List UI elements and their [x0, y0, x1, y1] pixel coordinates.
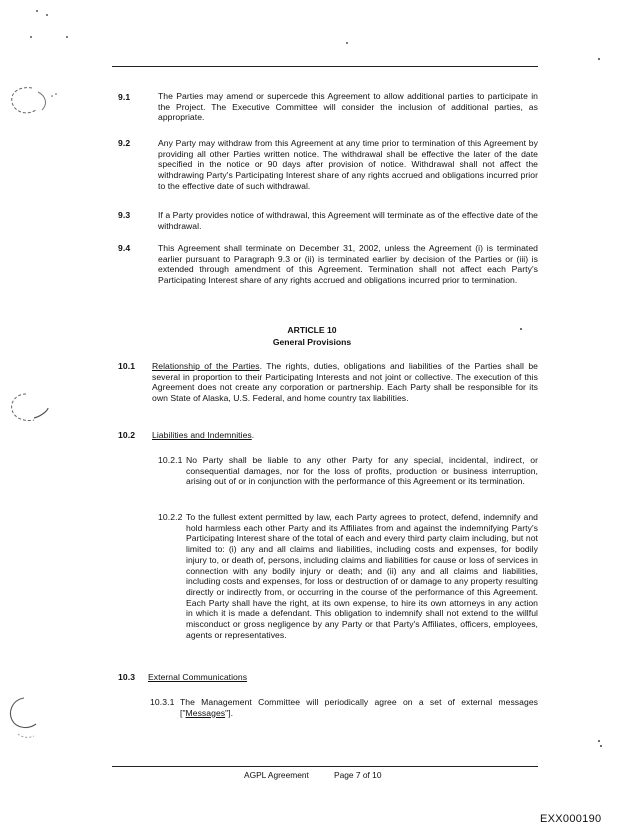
- footer-page-number: Page 7 of 10: [334, 770, 382, 780]
- heading-period: .: [251, 430, 255, 440]
- article-title: ARTICLE 10: [287, 325, 337, 335]
- subsection-number: 10.3.1: [150, 697, 175, 707]
- scan-speck: [36, 10, 38, 12]
- footer-doc-title: AGPL Agreement: [244, 770, 309, 780]
- scan-speck: [598, 58, 600, 60]
- section-text: This Agreement shall terminate on December 31, 2002, unless the Agreement (i) is terminated earlier pursuant to Paragraph 9.3 or (ii) is terminated earlier by decision of the Parties or (iii) is extended through amendment of this Agreement. Termination shall not affect each Party's Participating Interest share of any rights accrued and obligations incurred prior to termination.: [158, 243, 538, 286]
- section-heading-line: [152, 430, 452, 441]
- hole-punch-mark: [4, 694, 54, 744]
- scan-speck: [600, 745, 602, 747]
- article-subtitle: General Provisions: [272, 337, 352, 347]
- scan-speck: [46, 14, 48, 16]
- subsection-number: 10.2.1: [158, 455, 183, 465]
- hole-punch-mark: [4, 390, 54, 430]
- scan-speck: [598, 740, 600, 742]
- section-text: If a Party provides notice of withdrawal, this Agreement will terminate as of the effective date of the withdrawal.: [158, 210, 538, 231]
- scan-speck: [30, 36, 32, 38]
- subsection-text: [180, 697, 538, 718]
- section-body: . The rights, duties, obligations and liabilities of the Parties shall be several in proportion to their Participating Interests and not joint or collective. The execution of this Agreement does not create any corporation or partnership. Each Party shall be responsible for its own State of Alaska, U.S. Federal, and home country tax liabilities.: [152, 361, 538, 404]
- footer-rule: [112, 766, 538, 767]
- section-number: 9.2: [118, 138, 131, 148]
- defined-term: Messages: [185, 707, 226, 718]
- section-text: Any Party may withdraw from this Agreement at any time prior to termination of this Agreement by providing all other Parties written notice. The withdrawal shall be effective the later of the date specified in the notice or 90 days after provision of notice. Withdrawal shall not affect the withdrawing Party's Participating Interest share of any rights accrued and obligations incurred prior to the effective date of such withdrawal.: [158, 138, 538, 191]
- section-heading: External Communications: [148, 672, 248, 682]
- hole-punch-mark: [2, 82, 62, 122]
- section-text: The Parties may amend or supercede this Agreement to allow additional parties to participate in the Project. The Executive Committee will consider the inclusion of additional parties, as appropriate.: [158, 91, 538, 123]
- section-number: 9.4: [118, 243, 131, 253]
- scan-speck: [346, 42, 348, 44]
- subsection-text: No Party shall be liable to any other Party for any special, incidental, indirect, or consequential damages, nor for the loss of profits, production or business interruption, arising out of or in conjunction with the performance of this Agreement or its termination.: [186, 455, 538, 487]
- subsection-text: To the fullest extent permitted by law, each Party agrees to protect, defend, indemnify and hold harmless each other Party and its Affiliates from and against the indemnifying Party's Participating Interest share of the total of each and every third party claim including, but not limited to: (i) any and all claims and liabilities, including costs and expenses, for bodily injury to, or death of, persons, including claims and liabilities for cause or loss of services in connection with any bodily injury or death; and (ii) any and all claims and liabilities, including costs and expenses, for loss or destruction of or damage to any property resulting directly or indirectly from, or occurring in the course of the performance of this Agreement. Each Party shall have the right, at its own expense, to hire its own attorneys in any action in which it is made a defendant. This obligation to indemnify shall not extend to the willful misconduct or gross negligence by any Party or that Party's Affiliates, officers, employees, agents or representatives.: [186, 512, 538, 640]
- section-heading: Liabilities and Indemnities: [152, 430, 252, 440]
- section-number: 10.1: [118, 361, 136, 371]
- bates-number: EXX000190: [540, 813, 602, 825]
- text-before: The Management Committee will periodically agree on a set of external messages [": [180, 697, 538, 718]
- section-number: 10.2: [118, 430, 136, 440]
- section-text: [152, 361, 538, 404]
- subsection-number: 10.2.2: [158, 512, 183, 522]
- section-number: 9.3: [118, 210, 131, 220]
- scan-speck: [520, 328, 522, 330]
- scan-speck: [66, 36, 68, 38]
- section-heading: Relationship of the Parties: [152, 361, 260, 371]
- header-rule: [112, 66, 538, 67]
- section-heading-line: [148, 672, 448, 683]
- section-number: 9.1: [118, 92, 131, 102]
- text-after: "].: [225, 707, 234, 718]
- section-number: 10.3: [118, 672, 136, 682]
